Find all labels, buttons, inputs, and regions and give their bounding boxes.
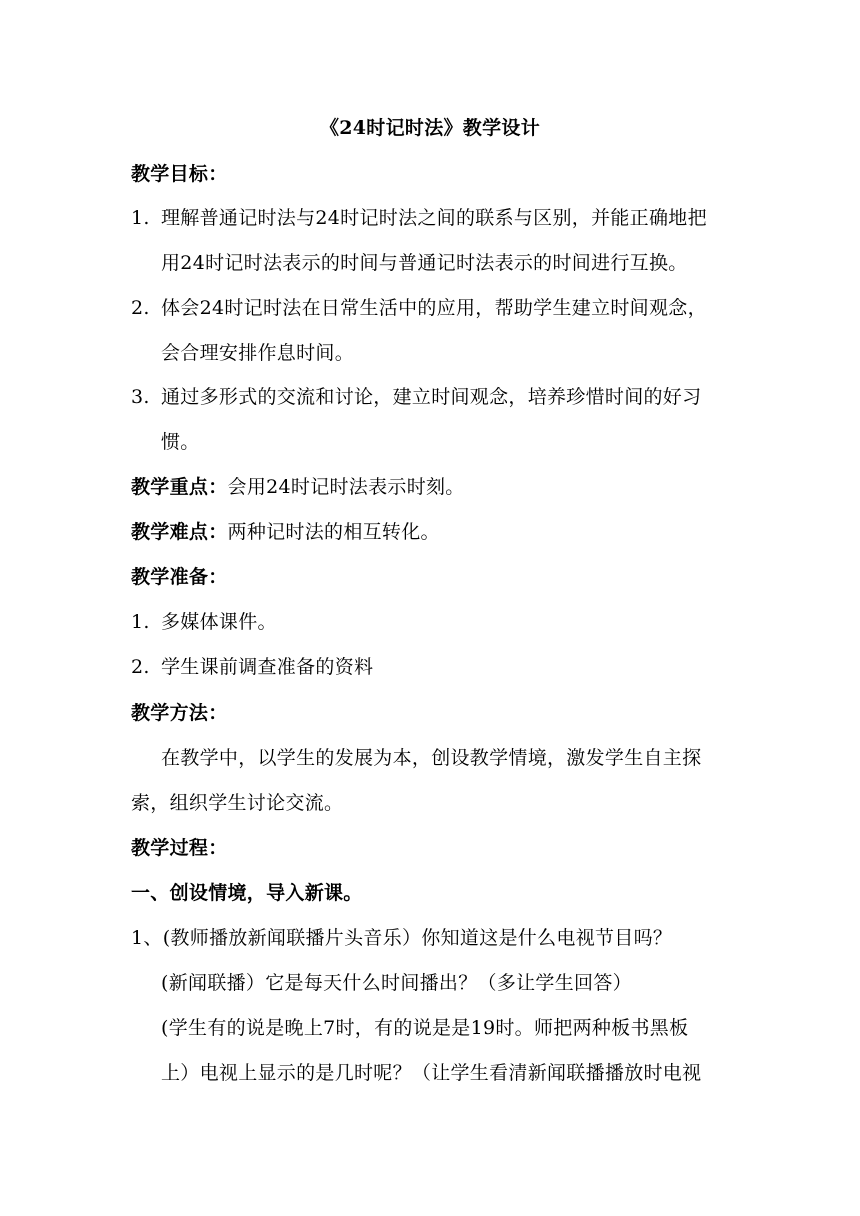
objective-3-line-1 [131, 384, 701, 410]
method-heading: 教学方法： [131, 702, 228, 724]
document-title: 《24时记时法》教学设计 [319, 117, 541, 139]
method-line-2: 索，组织学生讨论交流。 [131, 792, 344, 814]
objective-1-line-2: 用24时记时法表示的时间与普通记时法表示的时间进行互换。 [161, 252, 688, 274]
objective-3-number: 3. [131, 386, 150, 408]
objective-3-text: 通过多形式的交流和讨论，建立时间观念，培养珍惜时间的好习 [161, 386, 702, 408]
process-heading: 教学过程： [131, 837, 228, 859]
prep-item-1 [131, 609, 277, 635]
method-line-1: 在教学中，以学生的发展为本，创设教学情境，激发学生自主探 [161, 747, 702, 769]
difficulty-line [131, 519, 440, 545]
difficulty-label: 教学难点： [131, 521, 228, 543]
objective-1-line-1 [131, 205, 707, 231]
objective-3-line-2: 惯。 [161, 431, 200, 453]
section-1-heading: 一、创设情境，导入新课。 [131, 882, 363, 904]
keypoint-label: 教学重点： [131, 476, 228, 498]
process-para-line-1: 1、(教师播放新闻联播片头音乐）你知道这是什么电视节目吗？ [131, 927, 673, 949]
difficulty-text: 两种记时法的相互转化。 [227, 521, 440, 543]
prep-1-text: 多媒体课件。 [161, 611, 277, 633]
process-para-line-2: (新闻联播）它是每天什么时间播出？（多让学生回答） [161, 972, 632, 994]
prep-1-number: 1. [131, 611, 150, 633]
prep-2-number: 2. [131, 656, 150, 678]
prep-heading: 教学准备： [131, 566, 228, 588]
objective-2-line-2: 会合理安排作息时间。 [161, 342, 355, 364]
objective-1-number: 1. [131, 207, 150, 229]
objectives-heading: 教学目标： [131, 163, 228, 185]
keypoint-line [131, 474, 465, 500]
prep-item-2 [131, 654, 373, 680]
objective-2-number: 2. [131, 297, 150, 319]
objective-2-line-1 [131, 295, 707, 321]
keypoint-text: 会用24时记时法表示时刻。 [227, 476, 465, 498]
prep-2-text: 学生课前调查准备的资料 [161, 656, 374, 678]
objective-2-text: 体会24时记时法在日常生活中的应用，帮助学生建立时间观念， [161, 297, 707, 319]
objective-1-text: 理解普通记时法与24时记时法之间的联系与区别，并能正确地把 [161, 207, 707, 229]
process-para-line-4: 上）电视上显示的是几时呢？（让学生看清新闻联播播放时电视 [161, 1062, 702, 1084]
process-para-line-3: (学生有的说是晚上7时，有的说是是19时。师把两种板书黑板 [161, 1017, 689, 1039]
